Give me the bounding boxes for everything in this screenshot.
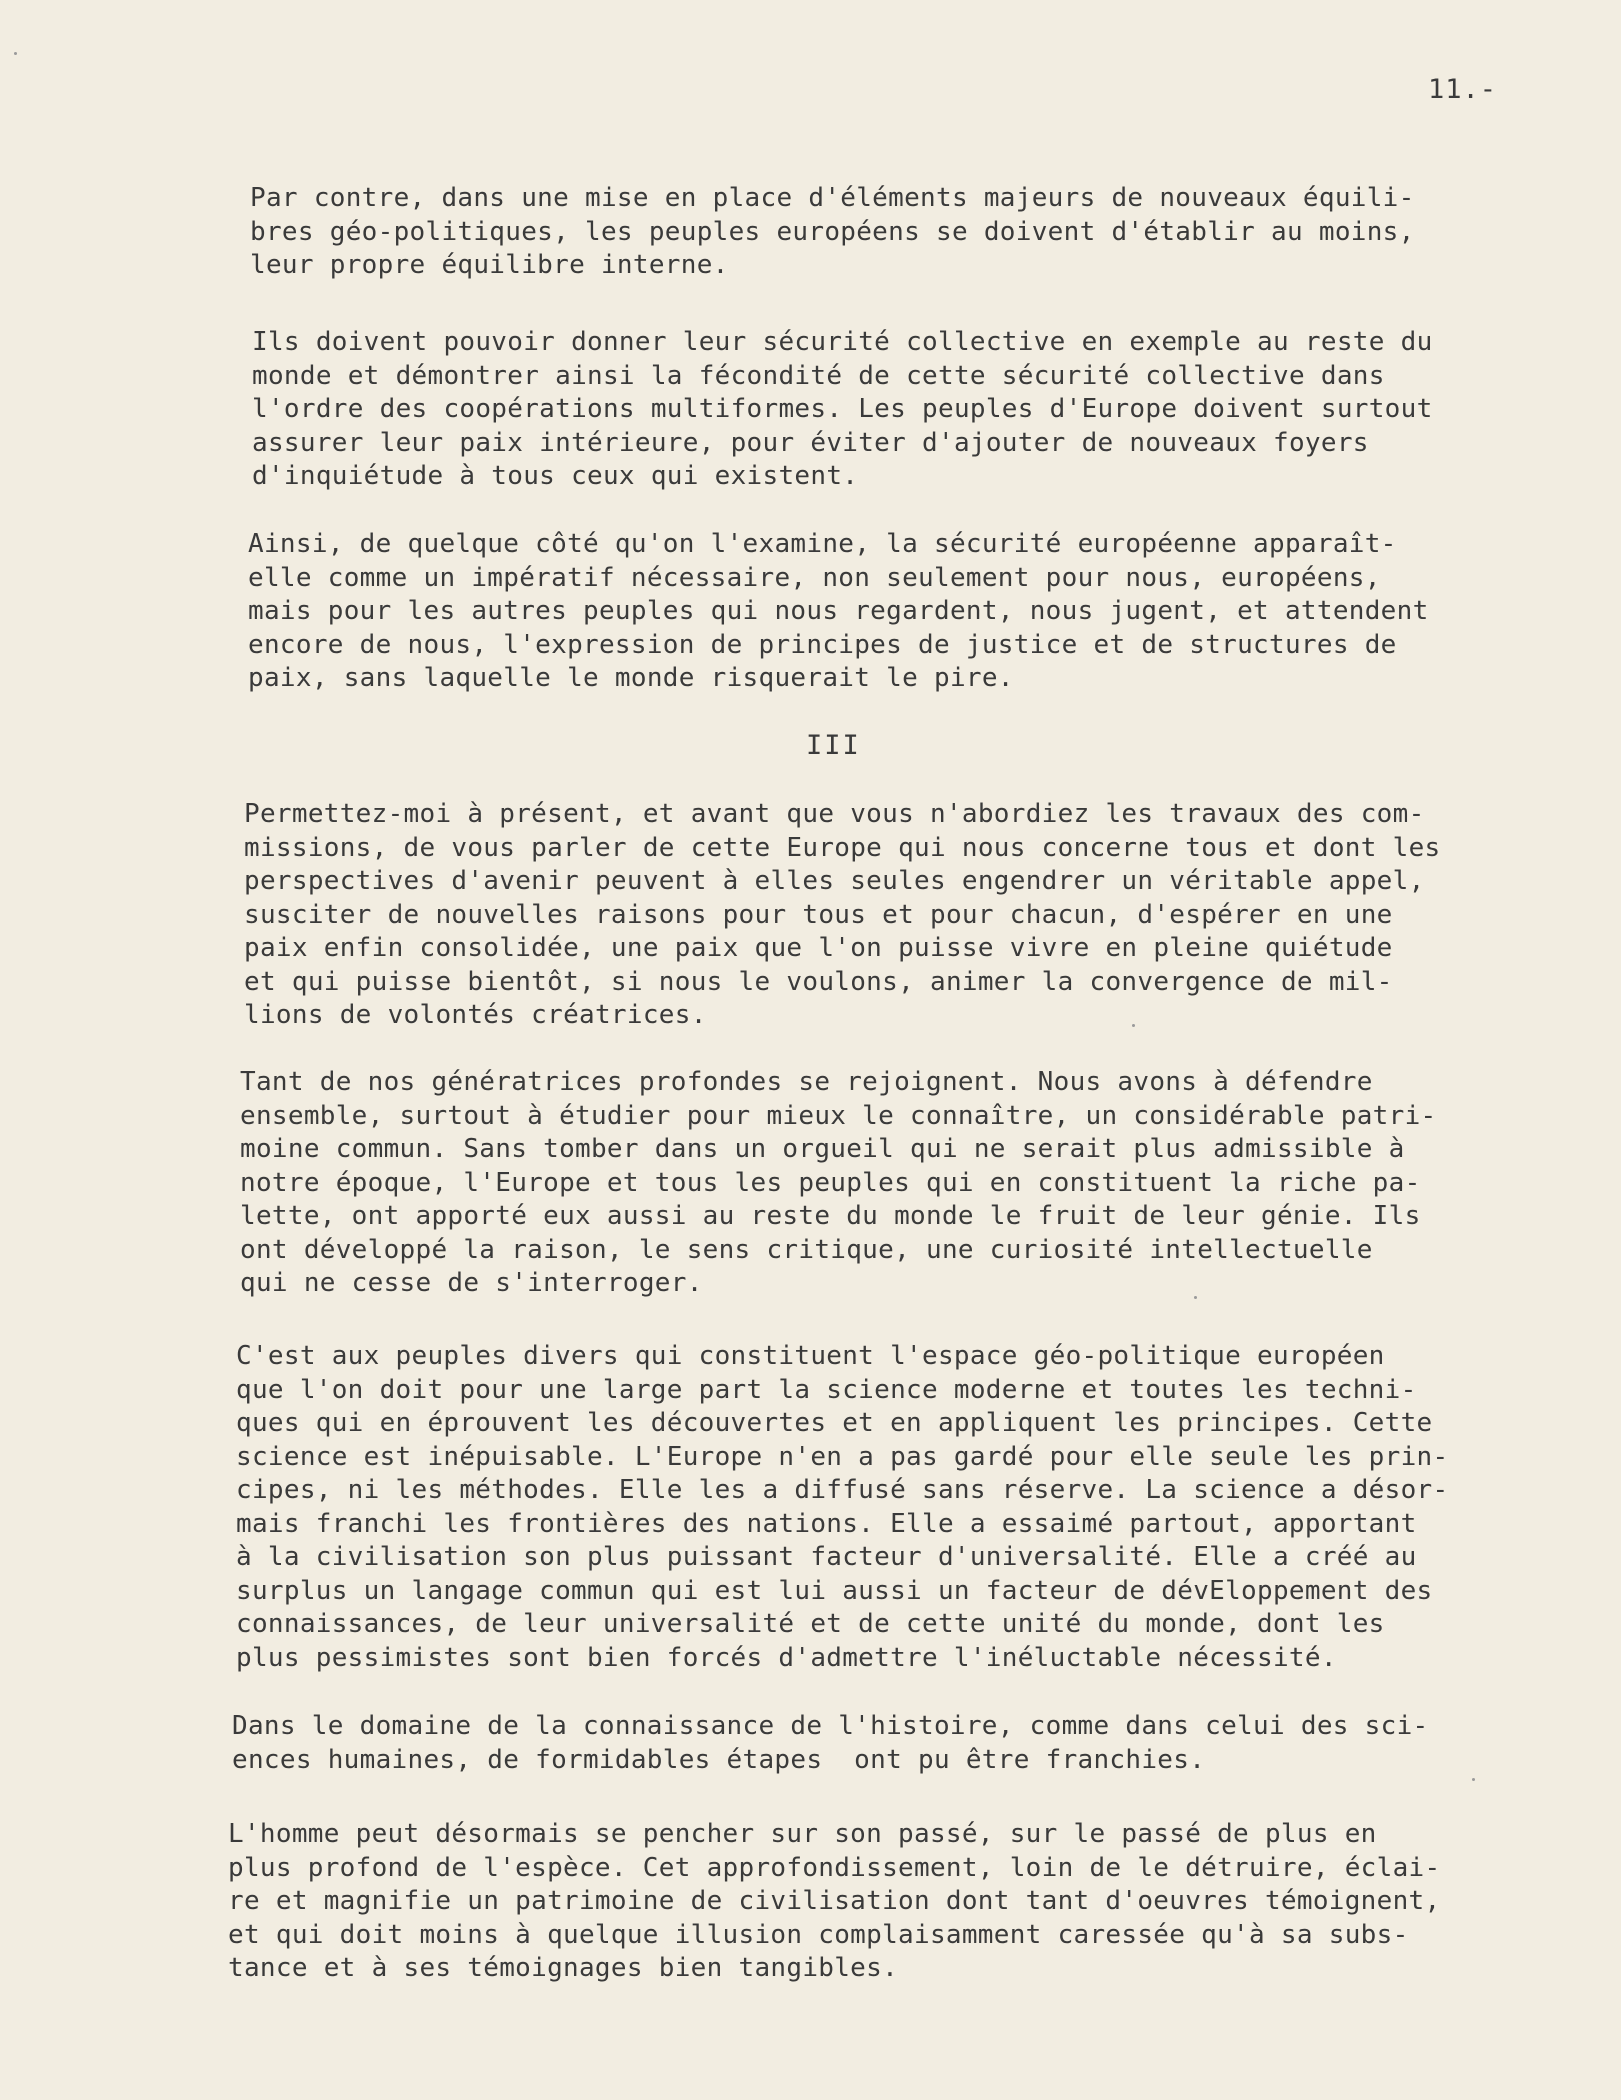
text-line: science est inépuisable. L'Europe n'en a pas gardé pour elle seule les prin- [236, 1441, 1449, 1472]
text-line: lette, ont apporté eux aussi au reste du monde le fruit de leur génie. Ils [240, 1201, 1421, 1231]
text-line: leur propre équilibre interne. [250, 250, 729, 280]
paragraph-3 [248, 528, 1429, 696]
paragraph-2 [252, 326, 1433, 494]
text-line: et qui puisse bientôt, si nous le voulons, animer la convergence de mil- [244, 966, 1393, 997]
text-line: moine commun. Sans tomber dans un orgueil qui ne serait plus admissible à [240, 1134, 1405, 1164]
text-line: bres géo-politiques, les peuples européens se doivent d'établir au moins, [250, 216, 1415, 247]
text-line: ont développé la raison, le sens critique, une curiosité intellectuelle [240, 1234, 1373, 1265]
text-line: re et magnifie un patrimoine de civilisation dont tant d'oeuvres témoignent, [228, 1886, 1441, 1916]
text-line: elle comme un impératif nécessaire, non seulement pour nous, européens, [248, 562, 1381, 593]
paragraph-1 [250, 182, 1415, 283]
text-line: encore de nous, l'expression de principes de justice et de structures de [248, 629, 1397, 660]
section-heading: III [806, 730, 861, 761]
text-line: et qui doit moins à quelque illusion complaisamment caressée qu'à sa subs- [228, 1919, 1409, 1950]
text-line: C'est aux peuples divers qui constituent l'espace géo-politique européen [236, 1341, 1385, 1371]
text-line: plus pessimistes sont bien forcés d'admettre l'inéluctable nécessité. [236, 1642, 1337, 1673]
text-line: susciter de nouvelles raisons pour tous et pour chacun, d'espérer en une [244, 899, 1393, 930]
text-line: qui ne cesse de s'interroger. [240, 1268, 703, 1298]
text-line: Ils doivent pouvoir donner leur sécurité collective en exemple au reste du [252, 327, 1433, 357]
text-line: Permettez-moi à présent, et avant que vous n'abordiez les travaux des com- [244, 799, 1425, 829]
text-line: notre époque, l'Europe et tous les peuples qui en constituent la riche pa- [240, 1167, 1421, 1198]
paper-speck [1472, 1778, 1475, 1781]
text-line: cipes, ni les méthodes. Elle les a diffusé sans réserve. La science a désor- [236, 1475, 1449, 1505]
text-line: tance et à ses témoignages bien tangibles. [228, 1953, 899, 1983]
paper-speck [1194, 1296, 1197, 1299]
text-line: mais franchi les frontières des nations. Elle a essaimé partout, apportant [236, 1508, 1417, 1539]
paper-speck [14, 52, 17, 55]
text-line: Tant de nos génératrices profondes se rejoignent. Nous avons à défendre [240, 1067, 1373, 1097]
text-line: Par contre, dans une mise en place d'éléments majeurs de nouveaux équili- [250, 183, 1415, 213]
text-line: à la civilisation son plus puissant facteur d'universalité. Elle a créé au [236, 1542, 1417, 1572]
text-line: ques qui en éprouvent les découvertes et en appliquent les principes. Cette [236, 1408, 1433, 1438]
text-line: l'ordre des coopérations multiformes. Les peuples d'Europe doivent surtout [252, 394, 1433, 424]
text-line: Ainsi, de quelque côté qu'on l'examine, la sécurité européenne apparaît- [248, 529, 1397, 559]
page-number: 11.- [1428, 74, 1498, 105]
text-line: monde et démontrer ainsi la fécondité de cette sécurité collective dans [252, 360, 1385, 391]
paragraph-6 [236, 1340, 1448, 1675]
paper-speck [1132, 1024, 1135, 1027]
text-line: paix enfin consolidée, une paix que l'on puisse vivre en pleine quiétude [244, 933, 1393, 963]
text-line: assurer leur paix intérieure, pour éviter d'ajouter de nouveaux foyers [252, 427, 1369, 458]
text-line: ensemble, surtout à étudier pour mieux le connaître, un considérable patri- [240, 1100, 1437, 1131]
text-line: L'homme peut désormais se pencher sur son passé, sur le passé de plus en [228, 1819, 1377, 1849]
paragraph-7 [232, 1710, 1429, 1777]
text-line: d'inquiétude à tous ceux qui existent. [252, 461, 859, 491]
text-line: Dans le domaine de la connaissance de l'histoire, comme dans celui des sci- [232, 1711, 1429, 1741]
text-line: mais pour les autres peuples qui nous regardent, nous jugent, et attendent [248, 596, 1429, 626]
text-line: surplus un langage commun qui est lui aussi un facteur de dévEloppement des [236, 1575, 1433, 1606]
text-line: plus profond de l'espèce. Cet approfondissement, loin de le détruire, éclai- [228, 1852, 1441, 1883]
paragraph-5 [240, 1066, 1437, 1301]
text-line: connaissances, de leur universalité et de cette unité du monde, dont les [236, 1609, 1385, 1639]
text-line: que l'on doit pour une large part la science moderne et toutes les techni- [236, 1374, 1417, 1405]
paragraph-8 [228, 1818, 1440, 1986]
text-line: lions de volontés créatrices. [244, 1000, 707, 1030]
paragraph-4 [244, 798, 1441, 1033]
text-line: paix, sans laquelle le monde risquerait le pire. [248, 663, 1014, 693]
text-line: perspectives d'avenir peuvent à elles seules engendrer un véritable appel, [244, 866, 1425, 896]
text-line: ences humaines, de formidables étapes ont pu être franchies. [232, 1744, 1206, 1775]
text-line: missions, de vous parler de cette Europe qui nous concerne tous et dont les [244, 832, 1441, 863]
